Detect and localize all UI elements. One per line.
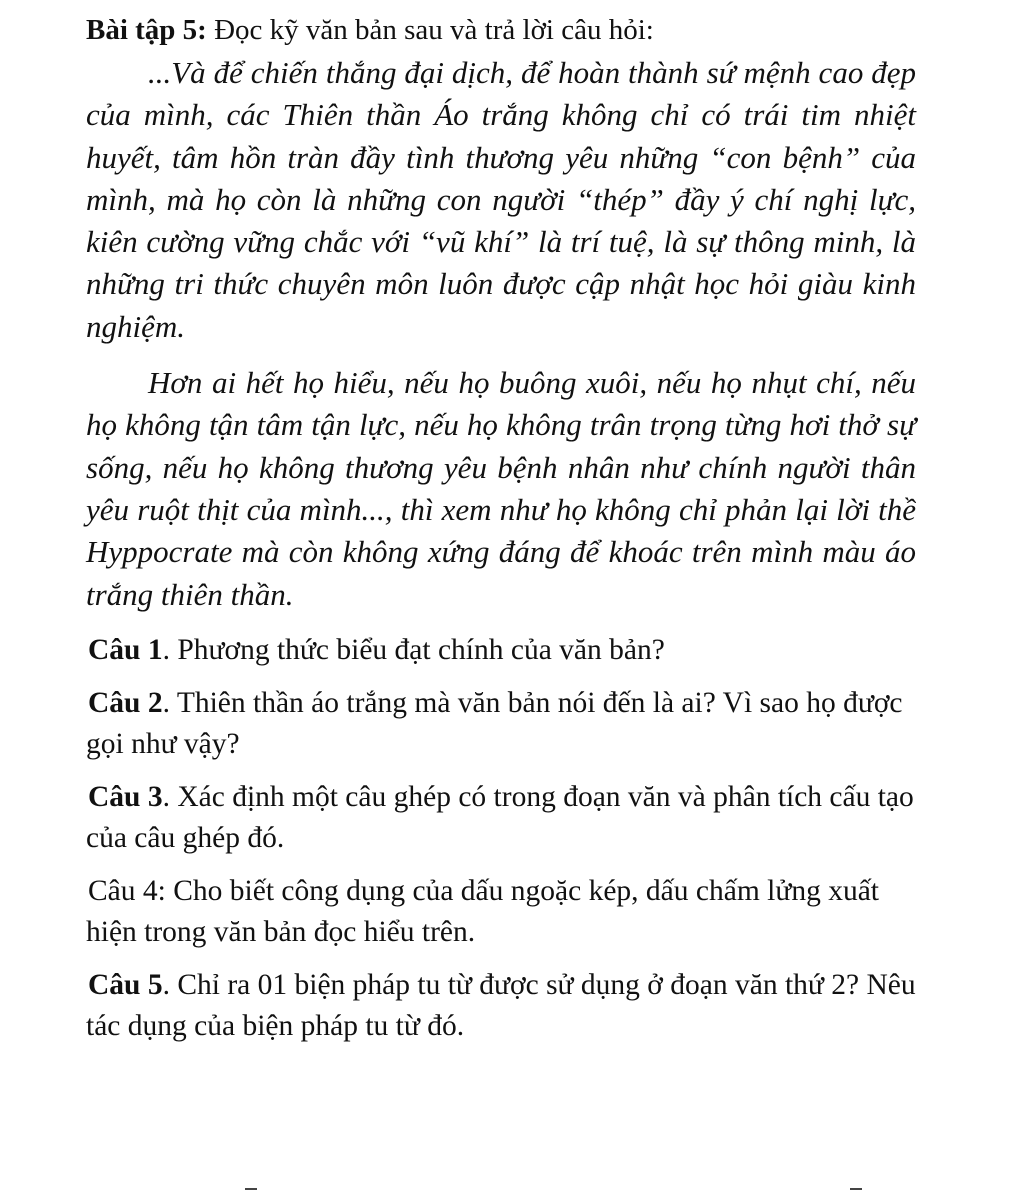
- question-5-label: Câu 5: [88, 968, 163, 1001]
- question-4-label: Câu 4: [88, 874, 158, 907]
- question-5-text: Chỉ ra 01 biện pháp tu từ được sử dụng ở đoạn văn thứ 2? Nêu tác dụng của biện pháp tu từ đó.: [86, 968, 916, 1042]
- question-5: [86, 965, 916, 1047]
- cut-off-glyph: [245, 1188, 257, 1190]
- reading-passage: [86, 52, 916, 616]
- question-1-label: Câu 1: [88, 633, 163, 666]
- question-3: [86, 777, 916, 859]
- passage-paragraph-2: Hơn ai hết họ hiểu, nếu họ buông xuôi, nếu họ nhụt chí, nếu họ không tận tâm tận lực, nếu họ không trân trọng từng hơi thở sự sống, nếu họ không thương yêu bệnh nhân như chính người thân yêu ruột thịt của mình..., thì xem như họ không chỉ phản lại lời thề Hyppocrate mà còn không xứng đáng để khoác trên mình màu áo trắng thiên thần.: [86, 365, 916, 612]
- question-2: [86, 683, 916, 765]
- question-list: [86, 630, 916, 1047]
- exercise-heading: [86, 12, 916, 48]
- question-1-text: Phương thức biểu đạt chính của văn bản?: [177, 633, 665, 666]
- question-2-text: Thiên thần áo trắng mà văn bản nói đến là ai? Vì sao họ được gọi như vậy?: [86, 686, 903, 760]
- exercise-instruction: Đọc kỹ văn bản sau và trả lời câu hỏi:: [206, 14, 654, 46]
- question-3-sep: .: [162, 780, 178, 813]
- question-3-label: Câu 3: [88, 780, 163, 813]
- document-content: [86, 12, 916, 1059]
- question-3-text: Xác định một câu ghép có trong đoạn văn và phân tích cấu tạo của câu ghép đó.: [86, 780, 914, 854]
- question-2-label: Câu 2: [88, 686, 163, 719]
- question-1-sep: .: [162, 633, 178, 666]
- question-5-sep: .: [162, 968, 178, 1001]
- cut-off-glyph: [850, 1188, 862, 1190]
- question-2-sep: .: [162, 686, 177, 719]
- question-1: [86, 630, 916, 671]
- cut-off-next-line: [0, 1186, 1024, 1192]
- question-4: [86, 871, 916, 953]
- question-4-text: Cho biết công dụng của dấu ngoặc kép, dấu chấm lửng xuất hiện trong văn bản đọc hiểu trên.: [86, 874, 880, 948]
- exercise-title-label: Bài tập 5:: [86, 14, 207, 46]
- question-4-sep: :: [157, 874, 174, 907]
- passage-paragraph-1: ...Và để chiến thắng đại dịch, để hoàn thành sứ mệnh cao đẹp của mình, các Thiên thần Áo trắng không chỉ có trái tim nhiệt huyết, tâm hồn tràn đầy tình thương yêu những “con bệnh” của mình, mà họ còn là những con người “thép” đầy ý chí nghị lực, kiên cường vững chắc với “vũ khí” là trí tuệ, là sự thông minh, là những tri thức chuyên môn luôn được cập nhật học hỏi giàu kinh nghiệm.: [86, 55, 916, 344]
